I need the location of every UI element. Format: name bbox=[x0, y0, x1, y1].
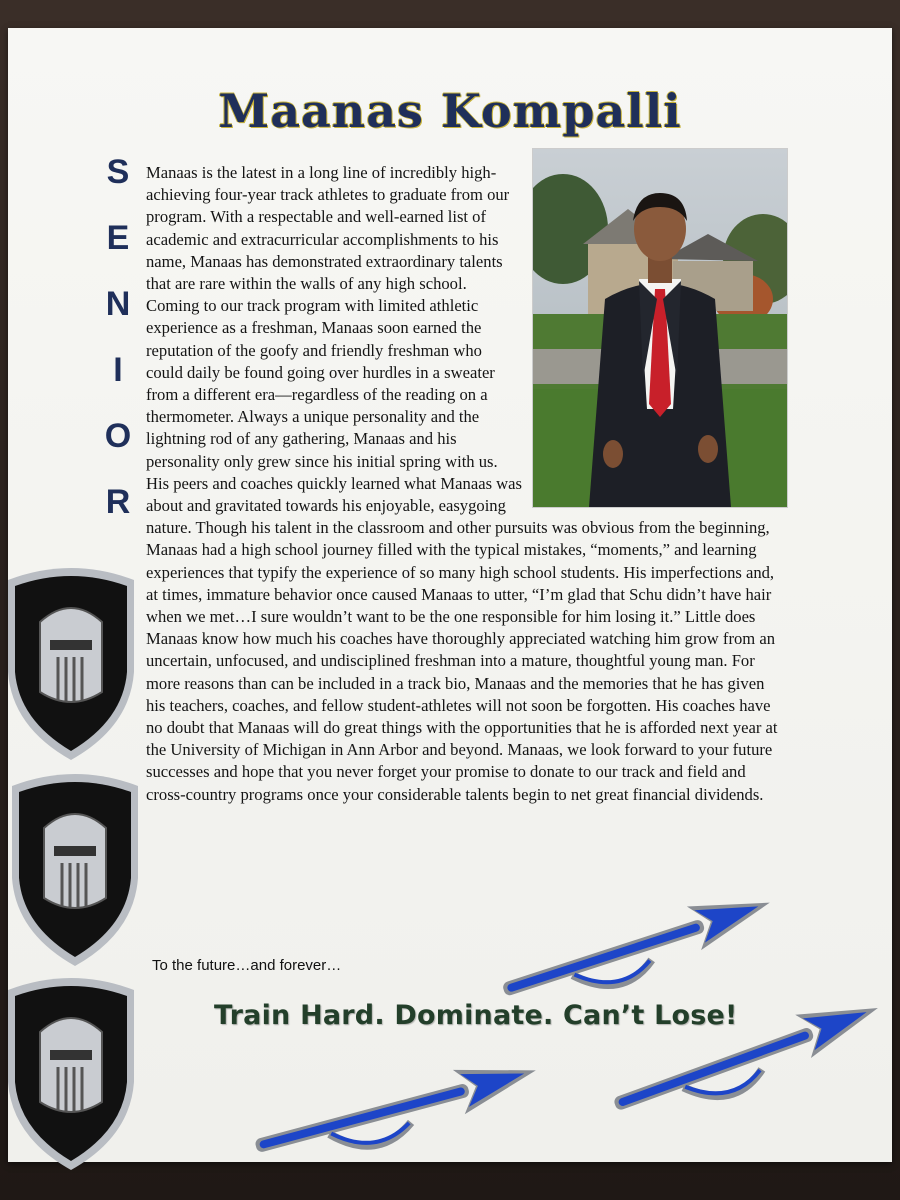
vertical-senior-label bbox=[100, 152, 136, 548]
senior-bio-paragraph bbox=[146, 162, 786, 806]
page-title: Maanas Kompalli bbox=[218, 84, 682, 138]
vertical-letter: I bbox=[113, 351, 123, 389]
team-slogan: Train Hard. Dominate. Can’t Lose! bbox=[214, 1000, 738, 1031]
photo-text-wrap-spacer bbox=[532, 162, 786, 514]
vertical-letter: S bbox=[106, 153, 130, 191]
knight-helmet-icon bbox=[0, 972, 142, 1172]
vertical-letter: N bbox=[105, 285, 131, 323]
spear-arrow-icon bbox=[240, 1040, 550, 1175]
knight-helmet-icon bbox=[4, 768, 146, 968]
knight-helmet-icon bbox=[0, 562, 142, 762]
vertical-letter: O bbox=[104, 417, 132, 455]
vertical-letter: E bbox=[106, 219, 130, 257]
farewell-line: To the future…and forever… bbox=[152, 957, 342, 974]
bio-text: Manaas is the latest in a long line of incredibly high-achieving four-year track athletes to graduate from our program. With a respectable and well-earned list of academic and extracurricular accomplishments to his name, Manaas has demonstrated extraordinary talents that are rare within the walls of any high school. Coming to our track program with limited athletic experience as a freshman, Manaas soon earned the reputation of the goofy and friendly freshman who could daily be found going over hurdles in a sweater from a different era—regardless of the reading on a thermometer. Always a unique personality and the lightning rod of any gathering, Manaas and his personality only grew since his initial spring with us. His peers and coaches quickly learned what Manaas was about and gravitated towards his enjoyable, easygoing nature. Though his talent in the classroom and other pursuits was obvious from the beginning, Manaas had a high school journey filled with the typical mistakes, “moments,” and learning experiences that typify the experience of so many high school students. His imperfections and, at times, immature behavior once caused Manaas to utter, “I’m glad that Schu didn’t have hair when we met…I sure wouldn’t want to be the one responsible for him losing it.” Little does Manaas know how much his coaches have thoroughly appreciated watching him grow from an uncertain, unfocused, and undisciplined freshman into a mature, thoughtful young man. For more reasons than can be included in a track bio, Manaas and the memories that he has given his teachers, coaches, and fellow student-athletes will not soon be forgotten. His coaches have no doubt that Manaas will do great things with the opportunities that he is afforded next year at the University of Michigan in Ann Arbor and beyond. Manaas, we look forward to your future successes and hope that you never forget your promise to donate to our track and field and cross-country programs once your considerable talents begin to net great financial dividends. bbox=[146, 163, 778, 804]
vertical-letter: R bbox=[105, 483, 131, 521]
spear-arrow-icon bbox=[596, 990, 896, 1125]
